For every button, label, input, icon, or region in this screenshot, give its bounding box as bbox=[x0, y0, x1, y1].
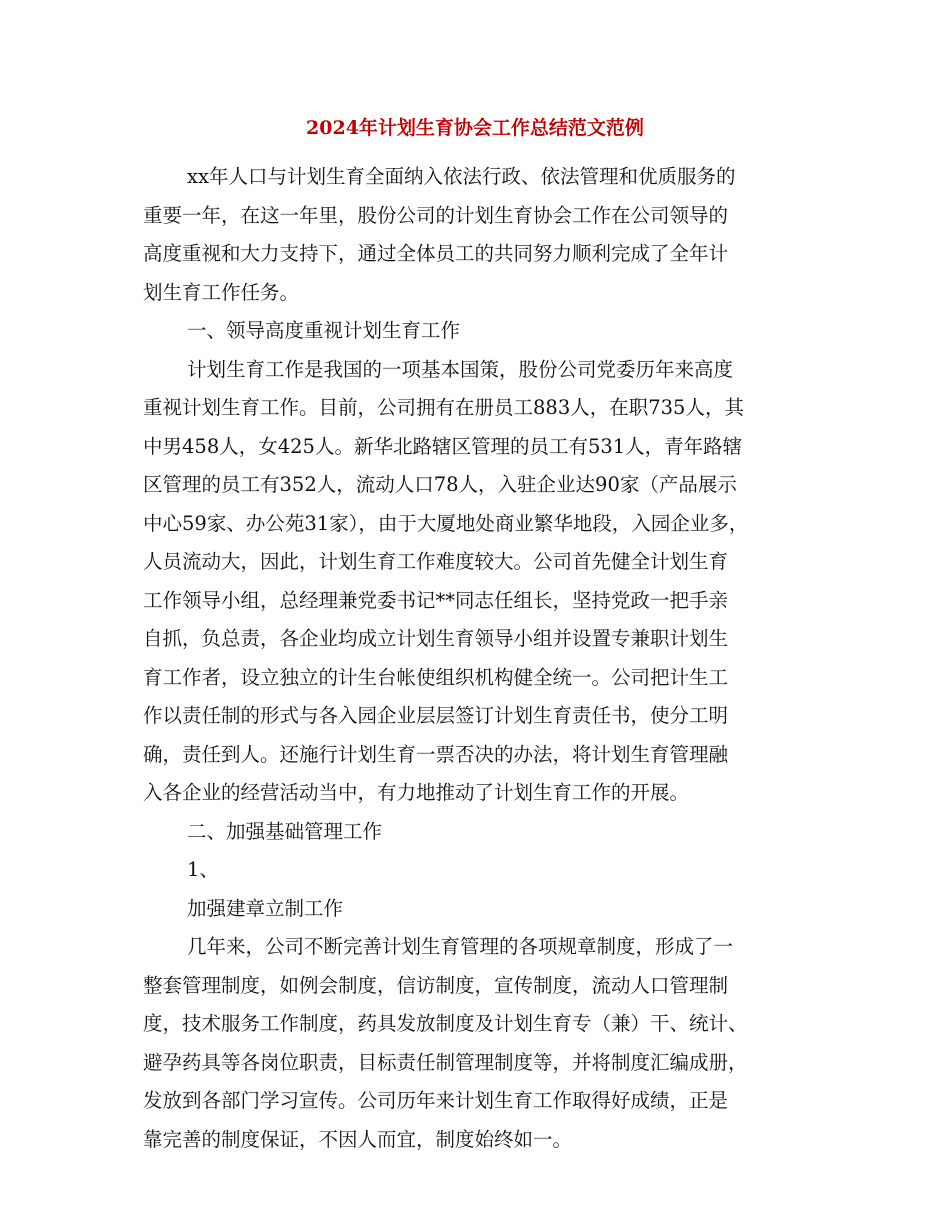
paragraph bbox=[143, 851, 833, 890]
text-line: 计划生育工作是我国的一项基本国策，股份公司党委历年来高度 bbox=[187, 357, 734, 381]
text-line: 确，责任到人。还施行计划生育一票否决的办法，将计划生育管理融 bbox=[143, 742, 729, 766]
text-line: 1、 bbox=[187, 858, 219, 881]
text-line: xx年人口与计划生育全面纳入依法行政、依法管理和优质服务的 bbox=[187, 165, 736, 188]
text-line: 人员流动大，因此，计划生育工作难度较大。公司首先健全计划生育 bbox=[143, 550, 729, 573]
text-line: 中心59家、办公苑31家），由于大厦地处商业繁华地段，入园企业多， bbox=[143, 511, 749, 535]
text-line: 重要一年，在这一年里，股份公司的计划生育协会工作在公司领导的 bbox=[143, 203, 729, 227]
text-line: 中男458人，女425人。新华北路辖区管理的员工有531人，青年路辖 bbox=[143, 434, 743, 458]
text-line: 作以责任制的形式与各入园企业层层签订计划生育责任书，使分工明 bbox=[143, 704, 729, 727]
paragraph bbox=[143, 158, 833, 312]
text-line: 自抓，负总责，各企业均成立计划生育领导小组并设置专兼职计划生 bbox=[143, 627, 729, 650]
text-line: 加强建章立制工作 bbox=[187, 896, 344, 920]
document-title: 2024年计划生育协会工作总结范文范例 bbox=[306, 117, 644, 139]
paragraph bbox=[143, 890, 833, 929]
text-line: 靠完善的制度保证，不因人而宜，制度始终如一。 bbox=[143, 1127, 573, 1151]
text-line: 高度重视和大力支持下，通过全体员工的共同努力顺利完成了全年计 bbox=[143, 242, 729, 265]
text-line: 一、领导高度重视计划生育工作 bbox=[187, 319, 461, 342]
text-line: 育工作者，设立独立的计生台帐使组织机构健全统一。公司把计生工 bbox=[143, 665, 729, 689]
text-line: 度，技术服务工作制度，药具发放制度及计划生育专（兼）干、统计、 bbox=[143, 1012, 748, 1035]
text-line: 发放到各部门学习宣传。公司历年来计划生育工作取得好成绩，正是 bbox=[143, 1089, 729, 1112]
text-line: 划生育工作任务。 bbox=[143, 280, 300, 304]
document-body bbox=[143, 158, 833, 1159]
text-line: 区管理的员工有352人，流动人口78人，入驻企业达90家（产品展示 bbox=[143, 473, 737, 496]
text-line: 二、加强基础管理工作 bbox=[187, 819, 383, 843]
text-line: 避孕药具等各岗位职责，目标责任制管理制度等，并将制度汇编成册， bbox=[143, 1050, 748, 1074]
text-line: 入各企业的经营活动当中，有力地推动了计划生育工作的开展。 bbox=[143, 781, 690, 804]
text-line: 整套管理制度，如例会制度，信访制度，宣传制度，流动人口管理制 bbox=[143, 973, 729, 997]
text-line: 几年来，公司不断完善计划生育管理的各项规章制度，形成了一 bbox=[187, 935, 734, 958]
text-line: 工作领导小组，总经理兼党委书记**同志任组长，坚持党政一把手亲 bbox=[143, 588, 729, 612]
paragraph bbox=[143, 813, 833, 852]
paragraph bbox=[143, 928, 833, 1159]
paragraph bbox=[143, 312, 833, 351]
paragraph bbox=[143, 351, 833, 813]
text-line: 重视计划生育工作。目前，公司拥有在册员工883人，在职735人，其 bbox=[143, 396, 744, 419]
